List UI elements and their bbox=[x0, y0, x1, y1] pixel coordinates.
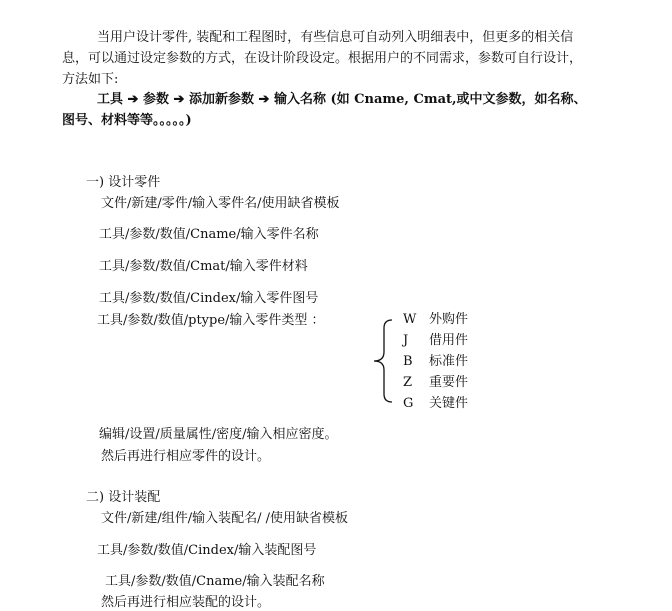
part-type-label: 重要件 bbox=[429, 375, 469, 390]
section1-title: 一) 设计零件 bbox=[86, 175, 161, 190]
part-type-code: J bbox=[403, 333, 409, 348]
section1-step-2: 工具/参数/数值/Cname/输入零件名称 bbox=[99, 227, 319, 242]
part-type-label: 标准件 bbox=[429, 354, 469, 369]
part-type-label: 外购件 bbox=[429, 312, 469, 327]
section1-final-step: 然后再进行相应零件的设计。 bbox=[101, 449, 271, 464]
section1-step-4: 工具/参数/数值/Cindex/输入零件图号 bbox=[99, 291, 319, 306]
path-step-add-param: 添加新参数 bbox=[188, 92, 254, 107]
menu-path-line-2: 图号、材料等等。。。。。) bbox=[62, 113, 192, 128]
section2-step-1: 文件/新建/组件/输入装配名/ /使用缺省模板 bbox=[101, 511, 349, 526]
section1-density-step: 编辑/设置/质量属性/密度/输入相应密度。 bbox=[99, 427, 338, 442]
arrow-right-icon: ➔ bbox=[173, 92, 185, 107]
part-type-label: 借用件 bbox=[429, 333, 469, 348]
section2-title: 二) 设计装配 bbox=[86, 490, 161, 505]
intro-line-3: 方法如下: bbox=[62, 72, 119, 87]
path-step-enter-name: 输入名称 bbox=[273, 92, 326, 107]
path-step-params: 参数 bbox=[142, 92, 169, 107]
path-step-tools: 工具 bbox=[97, 92, 124, 107]
menu-path bbox=[97, 92, 587, 108]
left-brace-icon bbox=[370, 318, 396, 404]
part-type-item bbox=[403, 312, 468, 333]
part-type-item bbox=[403, 354, 468, 375]
part-type-item bbox=[403, 375, 468, 396]
part-type-code: B bbox=[403, 354, 413, 369]
intro-line-1: 当用户设计零件, 装配和工程图时，有些信息可自动列入明细表中，但更多的相关信 bbox=[97, 30, 574, 45]
section1-step-5: 工具/参数/数值/ptype/输入零件类型 ： bbox=[97, 313, 325, 328]
section1-step-1: 文件/新建/零件/输入零件名/使用缺省模板 bbox=[101, 196, 340, 211]
path-note: (如 Cname, Cmat,或中文参数，如名称、 bbox=[330, 92, 587, 107]
intro-line-2: 息，可以通过设定参数的方式，在设计阶段设定。根据用户的不同需求，参数可自行设计， bbox=[62, 51, 583, 66]
arrow-right-icon: ➔ bbox=[258, 92, 270, 107]
arrow-right-icon: ➔ bbox=[127, 92, 139, 107]
part-type-label: 关键件 bbox=[429, 396, 469, 411]
part-type-code: Z bbox=[403, 375, 413, 390]
section2-final-step: 然后再进行相应装配的设计。 bbox=[101, 595, 271, 610]
section2-step-2: 工具/参数/数值/Cindex/输入装配图号 bbox=[97, 543, 317, 558]
part-type-item bbox=[403, 396, 468, 417]
part-type-item bbox=[403, 333, 468, 354]
section1-step-3: 工具/参数/数值/Cmat/输入零件材料 bbox=[99, 259, 308, 274]
part-type-code: W bbox=[403, 312, 417, 327]
part-type-code: G bbox=[403, 396, 414, 411]
part-type-list bbox=[403, 312, 468, 417]
section2-step-3: 工具/参数/数值/Cname/输入装配名称 bbox=[105, 574, 325, 589]
